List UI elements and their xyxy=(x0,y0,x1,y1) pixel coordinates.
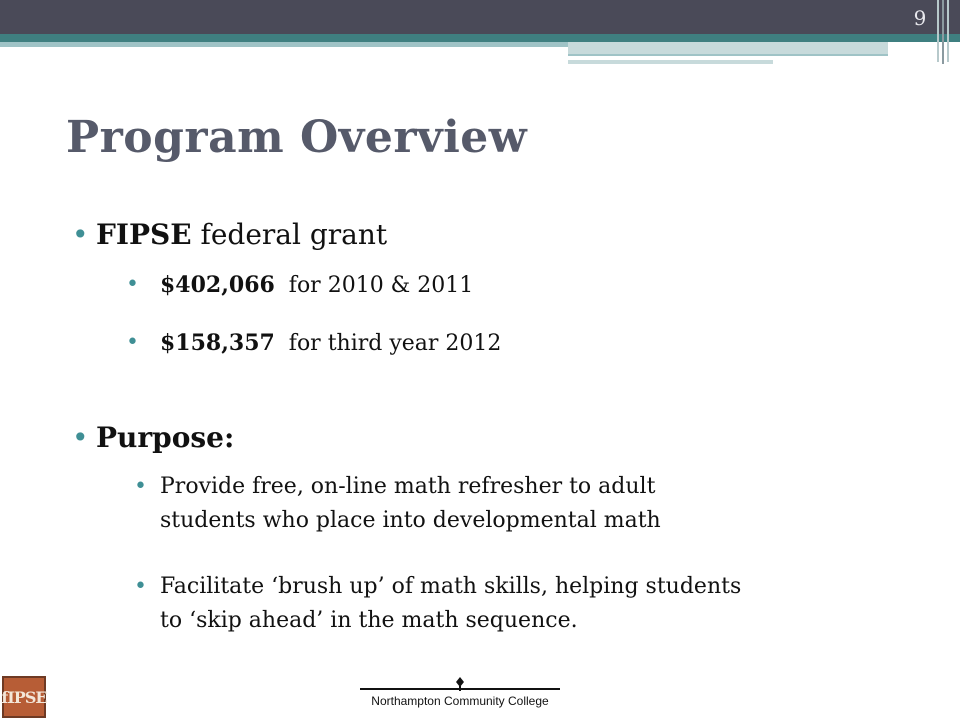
purpose-label: Purpose: xyxy=(96,421,235,454)
sub-bullet-grant-1 xyxy=(126,272,474,298)
amount-1-desc: for 2010 & 2011 xyxy=(274,273,474,298)
header-vertical-rule xyxy=(947,0,949,62)
bullet-dot: • xyxy=(134,474,147,499)
purpose-2-line-2: to ‘skip ahead’ in the math sequence. xyxy=(160,608,578,633)
grant-bold-text: FIPSE xyxy=(96,218,192,251)
bullet-dot: • xyxy=(72,218,89,251)
header-band-light-short xyxy=(568,60,773,64)
purpose-2-line-1: Facilitate ‘brush up’ of math skills, helping students xyxy=(160,574,742,599)
fipse-logo-text: fIPSE xyxy=(1,687,47,707)
bullet-dot: • xyxy=(134,574,147,599)
bullet-dot: • xyxy=(126,272,139,297)
amount-1: $402,066 xyxy=(160,272,275,298)
fipse-logo xyxy=(2,676,46,718)
sub-bullet-purpose-2 xyxy=(134,570,920,638)
amount-2: $158,357 xyxy=(160,330,275,356)
header-vertical-rule xyxy=(937,0,939,62)
bullet-dot: • xyxy=(126,330,139,355)
college-logo xyxy=(360,672,560,716)
header-band-dark xyxy=(0,0,960,34)
header-vertical-rule xyxy=(942,0,944,64)
bullet-dot: • xyxy=(72,421,89,454)
amount-2-desc: for third year 2012 xyxy=(274,331,502,356)
header-band-light xyxy=(0,42,568,47)
grant-text: federal grant xyxy=(191,218,388,251)
slide-title: Program Overview xyxy=(66,112,528,163)
slide-number: 9 xyxy=(913,6,927,30)
ncc-emblem-icon xyxy=(452,676,468,692)
sub-bullet-grant-2 xyxy=(126,330,502,356)
bullet-purpose xyxy=(72,421,235,454)
bullet-grant xyxy=(72,218,388,251)
sub-bullet-purpose-1 xyxy=(134,470,920,538)
header-band-teal xyxy=(0,34,960,42)
purpose-1-line-1: Provide free, on-line math refresher to adult xyxy=(160,474,656,499)
purpose-1-line-2: students who place into developmental math xyxy=(160,508,661,533)
header-band-light-right xyxy=(568,42,888,56)
college-name: Northampton Community College xyxy=(371,694,549,708)
